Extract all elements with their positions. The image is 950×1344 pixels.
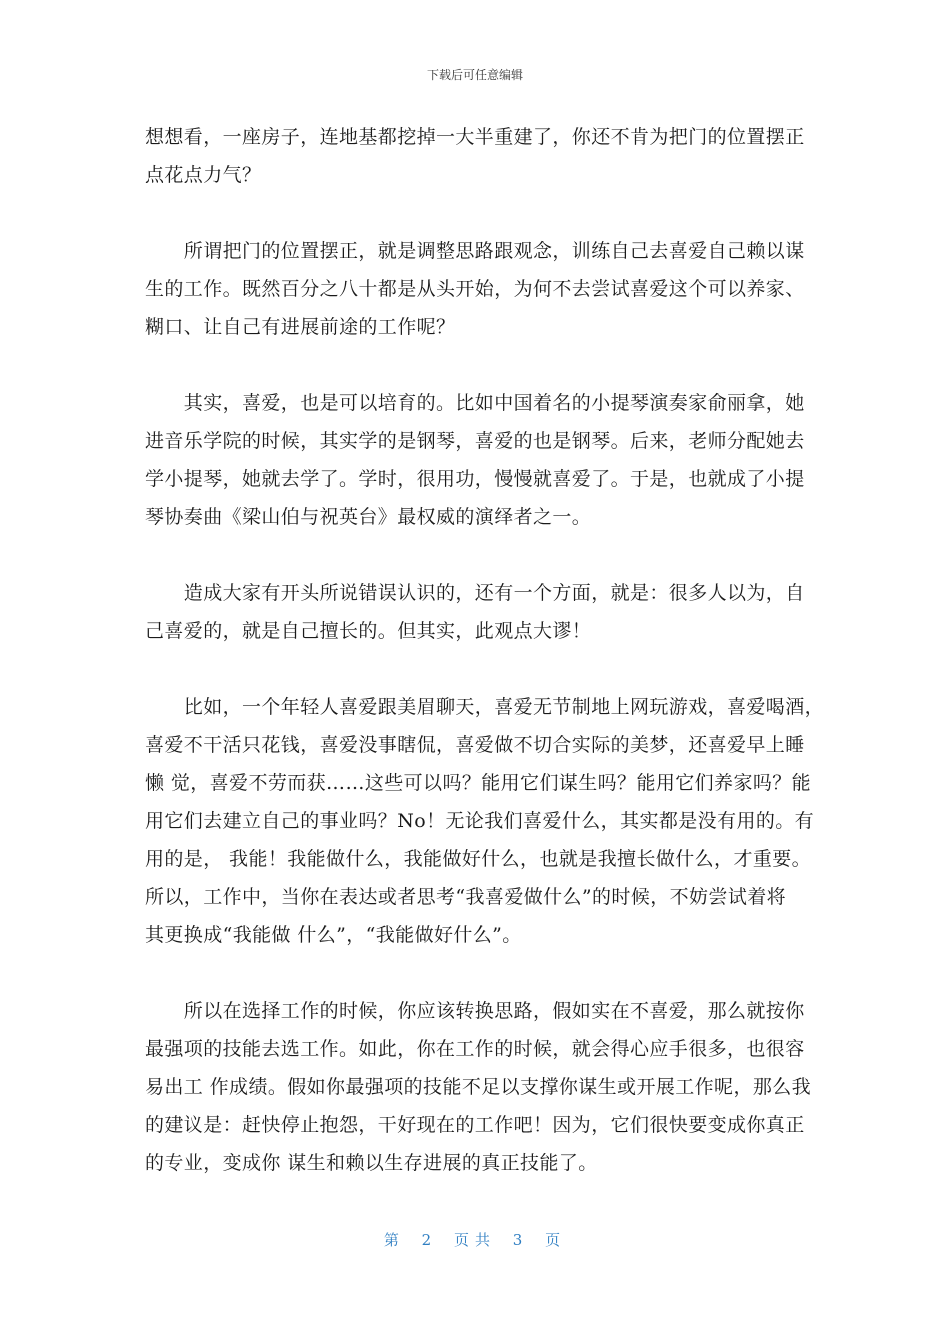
paragraph (145, 232, 811, 346)
text-line: 糊口、让自己有进展前途的工作呢？ (145, 316, 456, 338)
text-line: 用的是， 我能！我能做什么，我能做好什么，也就是我擅长做什么，才重要。 (145, 848, 812, 870)
paragraph (145, 574, 811, 650)
text-line: 所以在选择工作的时候，你应该转换思路，假如实在不喜爱，那么就按你 (145, 1000, 805, 1022)
text-line: 懒 觉，喜爱不劳而获……这些可以吗？能用它们谋生吗？能用它们养家吗？能 (145, 772, 812, 794)
text-line: 琴协奏曲《梁山伯与祝英台》最权威的演绎者之一。 (145, 506, 592, 528)
text-line: 想想看，一座房子，连地基都挖掉一大半重建了，你还不肯为把门的位置摆正 (145, 126, 805, 148)
text-line: 其实，喜爱，也是可以培育的。比如中国着名的小提琴演奏家俞丽拿，她 (145, 392, 805, 414)
text-line: 学小提琴，她就去学了。学时，很用功，慢慢就喜爱了。于是，也就成了小提 (145, 468, 805, 490)
text-line: 进音乐学院的时候，其实学的是钢琴，喜爱的也是钢琴。后来，老师分配她去 (145, 430, 805, 452)
text-line: 的建议是：赶快停止抱怨，干好现在的工作吧！因为，它们很快要变成你真正 (145, 1114, 805, 1136)
page-number-footer: 第 2 页共 3 页 (383, 1231, 567, 1249)
page-header: 下载后可任意编辑 (426, 68, 523, 82)
text-line: 其更换成“我能做 什么”，“我能做好什么”。 (145, 924, 522, 946)
text-line: 的专业，变成你 谋生和赖以生存进展的真正技能了。 (145, 1152, 598, 1174)
document-body (145, 118, 825, 1220)
text-line: 点花点力气？ (145, 164, 262, 186)
text-line: 比如，一个年轻人喜爱跟美眉聊天，喜爱无节制地上网玩游戏，喜爱喝酒， (145, 696, 825, 718)
text-line: 喜爱不干活只花钱，喜爱没事瞎侃，喜爱做不切合实际的美梦，还喜爱早上睡 (145, 734, 805, 756)
text-line: 所谓把门的位置摆正，就是调整思路跟观念，训练自己去喜爱自己赖以谋 (145, 240, 805, 262)
text-line: 所以，工作中，当你在表达或者思考“我喜爱做什么”的时候，不妨尝试着将 (145, 886, 787, 908)
text-line: 最强项的技能去选工作。如此，你在工作的时候，就会得心应手很多，也很容 (145, 1038, 805, 1060)
paragraph (145, 384, 811, 536)
text-line: 己喜爱的，就是自己擅长的。但其实，此观点大谬！ (145, 620, 592, 642)
paragraph (145, 992, 811, 1182)
paragraph (145, 118, 811, 194)
text-line: 用它们去建立自己的事业吗？No！无论我们喜爱什么，其实都是没有用的。有 (145, 810, 815, 832)
text-line: 生的工作。既然百分之八十都是从头开始，为何不去尝试喜爱这个可以养家、 (145, 278, 805, 300)
paragraph (145, 688, 825, 954)
text-line: 造成大家有开头所说错误认识的，还有一个方面，就是：很多人以为，自 (145, 582, 805, 604)
text-line: 易出工 作成绩。假如你最强项的技能不足以支撑你谋生或开展工作呢，那么我 (145, 1076, 812, 1098)
